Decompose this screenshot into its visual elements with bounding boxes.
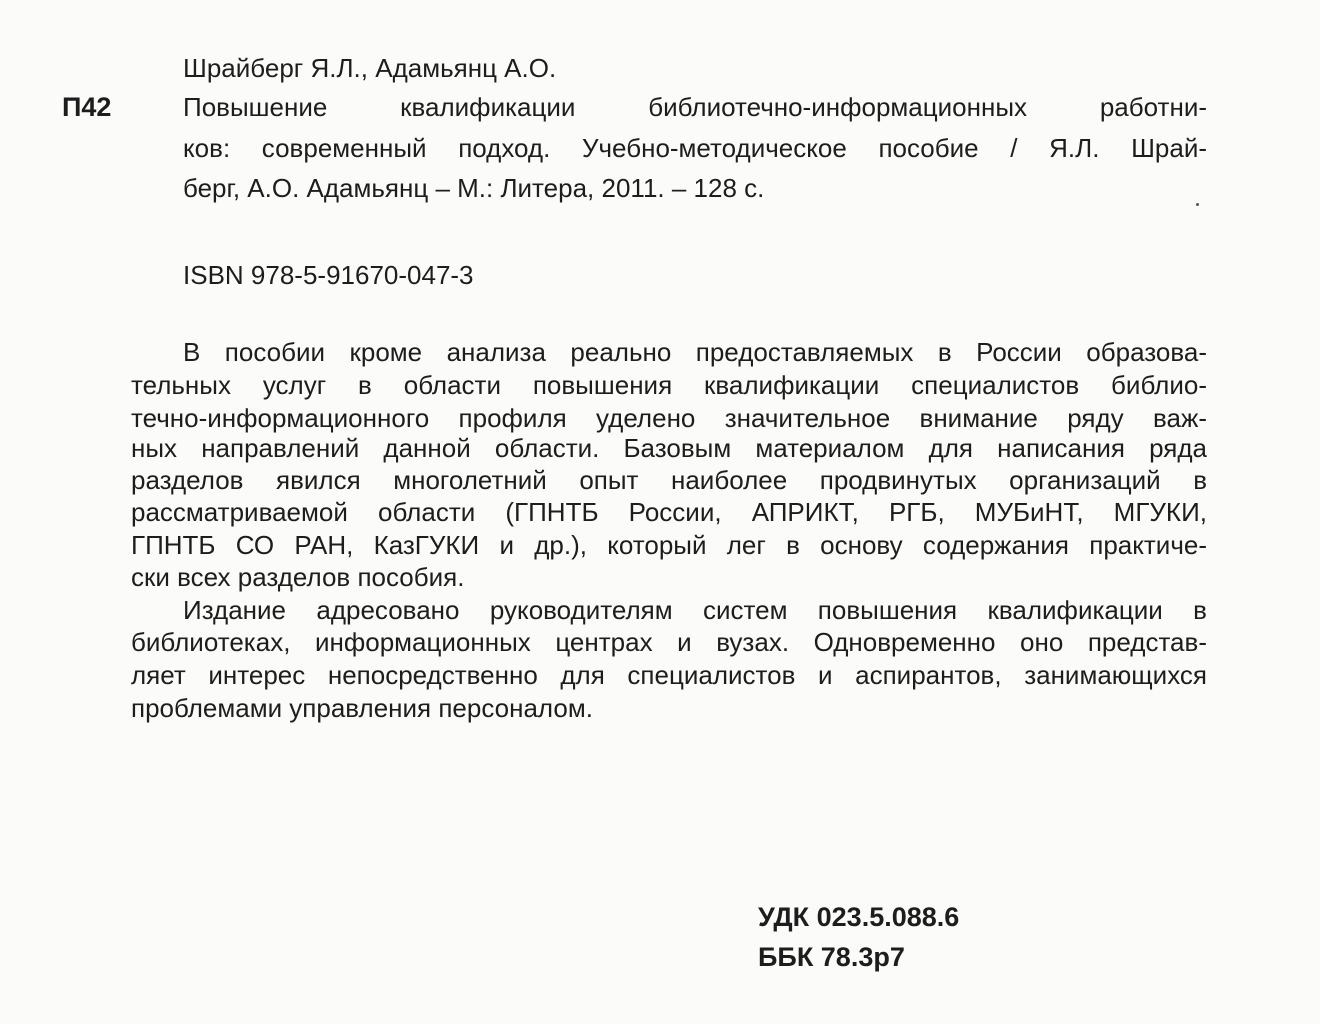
abstract-line: ГПНТБ СО РАН, КазГУКИ и др.), который лег в основу содержания практиче- bbox=[131, 530, 1207, 560]
abstract-line: ски всех разделов пособия. bbox=[131, 562, 465, 592]
abstract-line: В пособии кроме анализа реально предоставляемых в России образова- bbox=[183, 337, 1207, 367]
udk-code: УДК 023.5.088.6 bbox=[758, 902, 960, 932]
title-line: ков: современный подход. Учебно-методическое пособие / Я.Л. Шрай- bbox=[183, 133, 1207, 163]
authors: Шрайберг Я.Л., Адамьянц А.О. bbox=[183, 53, 557, 83]
abstract-line: ляет интерес непосредственно для специалистов и аспирантов, занимающихся bbox=[131, 660, 1207, 690]
catalog-code: П42 bbox=[62, 92, 112, 122]
scan-speck bbox=[1196, 203, 1199, 206]
abstract-line: рассматриваемой области (ГПНТБ России, АПРИКТ, РГБ, МУБиНТ, МГУКИ, bbox=[131, 497, 1207, 527]
abstract-line: библиотеках, информационных центрах и вузах. Одновременно оно представ- bbox=[131, 627, 1207, 657]
bbk-code: ББК 78.3р7 bbox=[758, 942, 905, 972]
abstract-line: разделов явился многолетний опыт наиболее продвинутых организаций в bbox=[131, 465, 1207, 495]
abstract-line: тельных услуг в области повышения квалификации специалистов библио- bbox=[131, 370, 1207, 400]
abstract-line: Издание адресовано руководителям систем повышения квалификации в bbox=[183, 595, 1207, 625]
title-line: Повышение квалификации библиотечно-информационных работни- bbox=[183, 92, 1207, 122]
abstract-line: ных направлений данной области. Базовым материалом для написания ряда bbox=[131, 433, 1207, 463]
abstract-line: проблемами управления персоналом. bbox=[131, 693, 593, 723]
isbn: ISBN 978-5-91670-047-3 bbox=[183, 260, 474, 290]
abstract-line: течно-информационного профиля уделено значительное внимание ряду важ- bbox=[131, 403, 1207, 433]
title-line: берг, А.О. Адамьянц – М.: Литера, 2011. – 128 с. bbox=[183, 173, 765, 203]
